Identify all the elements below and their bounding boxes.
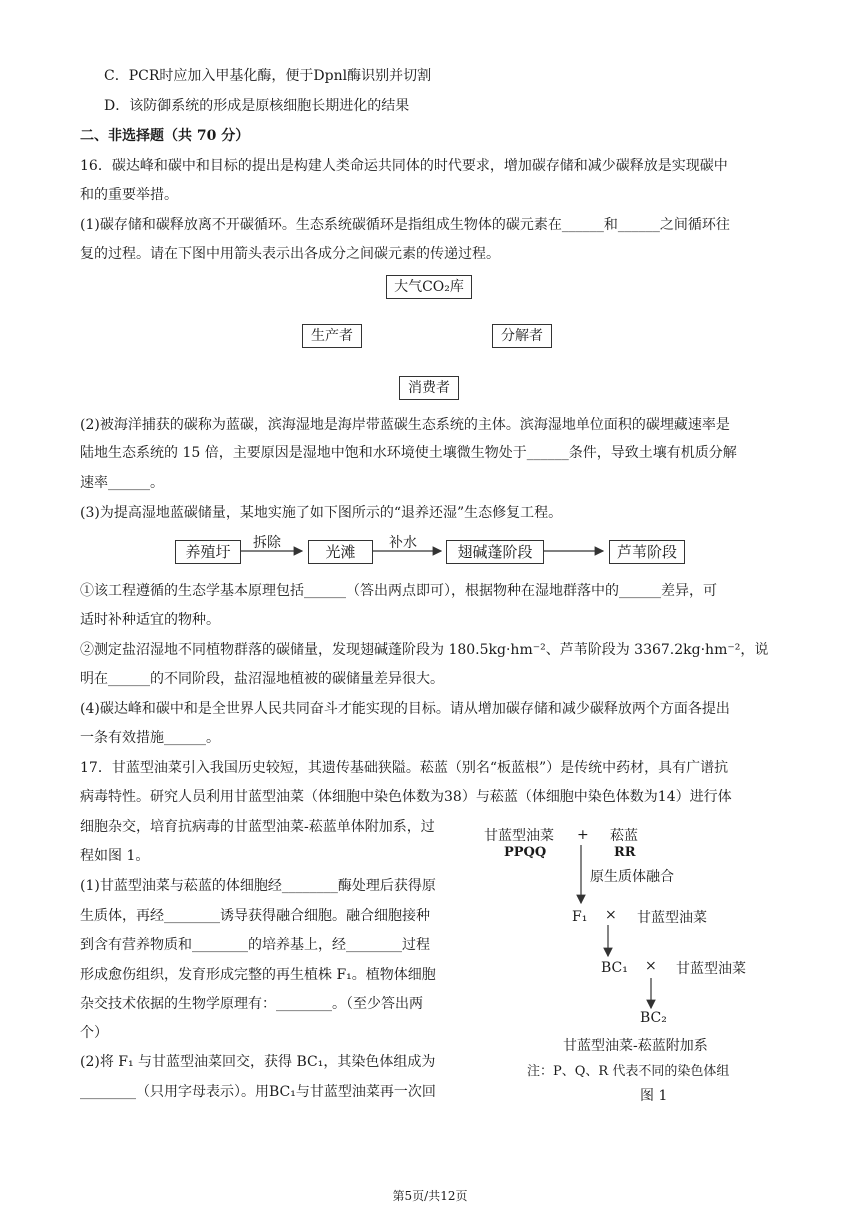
figure1-plus: + bbox=[577, 827, 589, 843]
stage-pond-box: 养殖圩 bbox=[175, 540, 241, 564]
stage-suaeda-box: 翅碱蓬阶段 bbox=[446, 540, 544, 564]
figure1-result: 甘蓝型油菜-菘蓝附加系 bbox=[563, 1038, 708, 1054]
decomposer-box: 分解者 bbox=[492, 324, 552, 348]
question-16-part1: (1)碳存储和碳释放离不开碳循环。生态系统碳循环是指组成生物体的碳元素在______和______之间循环往 bbox=[80, 217, 730, 233]
question-16-part2-cont2: 速率______。 bbox=[80, 475, 164, 491]
question-16-part4-cont: 一条有效措施______。 bbox=[80, 730, 220, 746]
question-17-part1-cont4: 杂交技术依据的生物学原理有：________。（至少答出两 bbox=[80, 996, 423, 1012]
consumer-box: 消费者 bbox=[399, 376, 459, 400]
question-17-part1-cont2: 到含有营养物质和________的培养基上，经________过程 bbox=[80, 937, 430, 953]
figure1-cross-partner-2: 甘蓝型油菜 bbox=[676, 961, 746, 977]
question-17-stem-cont3: 程如图 1。 bbox=[80, 848, 150, 864]
question-16-part4: (4)碳达峰和碳中和是全世界人民共同奋斗才能实现的目标。请从增加碳存储和减少碳释放两个方面各提出 bbox=[80, 701, 730, 717]
figure1-bc1: BC₁ bbox=[601, 960, 628, 976]
question-16-part1-cont: 复的过程。请在下图中用箭头表示出各成分之间碳元素的传递过程。 bbox=[80, 246, 500, 262]
stage-reed-box: 芦苇阶段 bbox=[609, 540, 685, 564]
question-16-stem-cont: 和的重要举措。 bbox=[80, 187, 178, 203]
question-16-sub1: ①该工程遵循的生态学基本原理包括______（答出两点即可），根据物种在湿地群落中的______差异，可 bbox=[80, 583, 717, 599]
figure1-cross-2: × bbox=[645, 958, 657, 974]
page-footer: 第5页/共12页 bbox=[392, 1189, 468, 1203]
producer-box: 生产者 bbox=[302, 324, 362, 348]
question-16-part2: (2)被海洋捕获的碳称为蓝碳，滨海湿地是海岸带蓝碳生态系统的主体。滨海湿地单位面积的碳埋藏速率是 bbox=[80, 417, 730, 433]
figure1-parent1-genome: PPQQ bbox=[504, 845, 547, 860]
question-17-part2-cont: ________（只用字母表示）。用BC₁与甘蓝型油菜再一次回 bbox=[80, 1084, 436, 1100]
atmosphere-co2-box: 大气CO₂库 bbox=[386, 275, 472, 299]
question-17-part1-cont5: 个） bbox=[80, 1025, 108, 1041]
question-17-part1: (1)甘蓝型油菜与菘蓝的体细胞经________酶处理后获得原 bbox=[80, 878, 436, 894]
figure1-cross-partner-1: 甘蓝型油菜 bbox=[637, 910, 707, 926]
figure1-parent1: 甘蓝型油菜 bbox=[484, 828, 554, 844]
option-c: C．PCR时应加入甲基化酶，便于Dpnl酶识别并切割 bbox=[104, 68, 432, 84]
flow-label-water: 补水 bbox=[389, 535, 417, 551]
question-16-part2-cont: 陆地生态系统的 15 倍，主要原因是湿地中饱和水环境使土壤微生物处于______条件，导致土壤有机质分解 bbox=[80, 445, 737, 461]
question-17-stem-cont2: 细胞杂交，培育抗病毒的甘蓝型油菜-菘蓝单体附加系，过 bbox=[80, 819, 435, 835]
figure1-cross-1: × bbox=[605, 907, 617, 923]
question-16-sub1-cont: 适时补种适宜的物种。 bbox=[80, 612, 220, 628]
question-17-stem: 17．甘蓝型油菜引入我国历史较短，其遗传基础狭隘。菘蓝（别名“板蓝根”）是传统中药材，具有广谱抗 bbox=[80, 760, 729, 776]
stage-mudflat-box: 光滩 bbox=[308, 540, 373, 564]
question-17-stem-cont: 病毒特性。研究人员利用甘蓝型油菜（体细胞中染色体数为38）与菘蓝（体细胞中染色体数为14）进行体 bbox=[80, 789, 732, 805]
question-17-part1-cont3: 形成愈伤组织，发育形成完整的再生植株 F₁。植物体细胞 bbox=[80, 967, 436, 983]
question-16-sub2: ②测定盐沼湿地不同植物群落的碳储量，发现翅碱蓬阶段为 180.5kg·hm⁻²、芦苇阶段为 3367.2kg·hm⁻²，说 bbox=[80, 642, 769, 658]
question-17-part2: (2)将 F₁ 与甘蓝型油菜回交，获得 BC₁，其染色体组成为 bbox=[80, 1054, 436, 1070]
figure1-note: 注：P、Q、R 代表不同的染色体组 bbox=[527, 1064, 730, 1079]
figure1-f1: F₁ bbox=[572, 909, 588, 925]
figure1-fusion-label: 原生质体融合 bbox=[590, 869, 674, 885]
question-17-part1-cont: 生质体，再经________诱导获得融合细胞。融合细胞接种 bbox=[80, 908, 430, 924]
option-d: D．该防御系统的形成是原核细胞长期进化的结果 bbox=[104, 98, 410, 114]
figure1-caption: 图 1 bbox=[640, 1088, 668, 1104]
figure1-parent2-genome: RR bbox=[614, 845, 636, 860]
figure1-bc2: BC₂ bbox=[640, 1010, 667, 1026]
question-16-sub2-cont: 明在______的不同阶段，盐沼湿地植被的碳储量差异很大。 bbox=[80, 671, 444, 687]
flow-label-remove: 拆除 bbox=[253, 535, 281, 551]
figure1-parent2: 菘蓝 bbox=[610, 828, 638, 844]
section-heading: 二、非选择题（共 70 分） bbox=[80, 128, 250, 144]
question-16-part3: (3)为提高湿地蓝碳储量，某地实施了如下图所示的“退养还湿”生态修复工程。 bbox=[80, 505, 563, 521]
question-16-stem: 16．碳达峰和碳中和目标的提出是构建人类命运共同体的时代要求，增加碳存储和减少碳释放是实现碳中 bbox=[80, 158, 728, 174]
